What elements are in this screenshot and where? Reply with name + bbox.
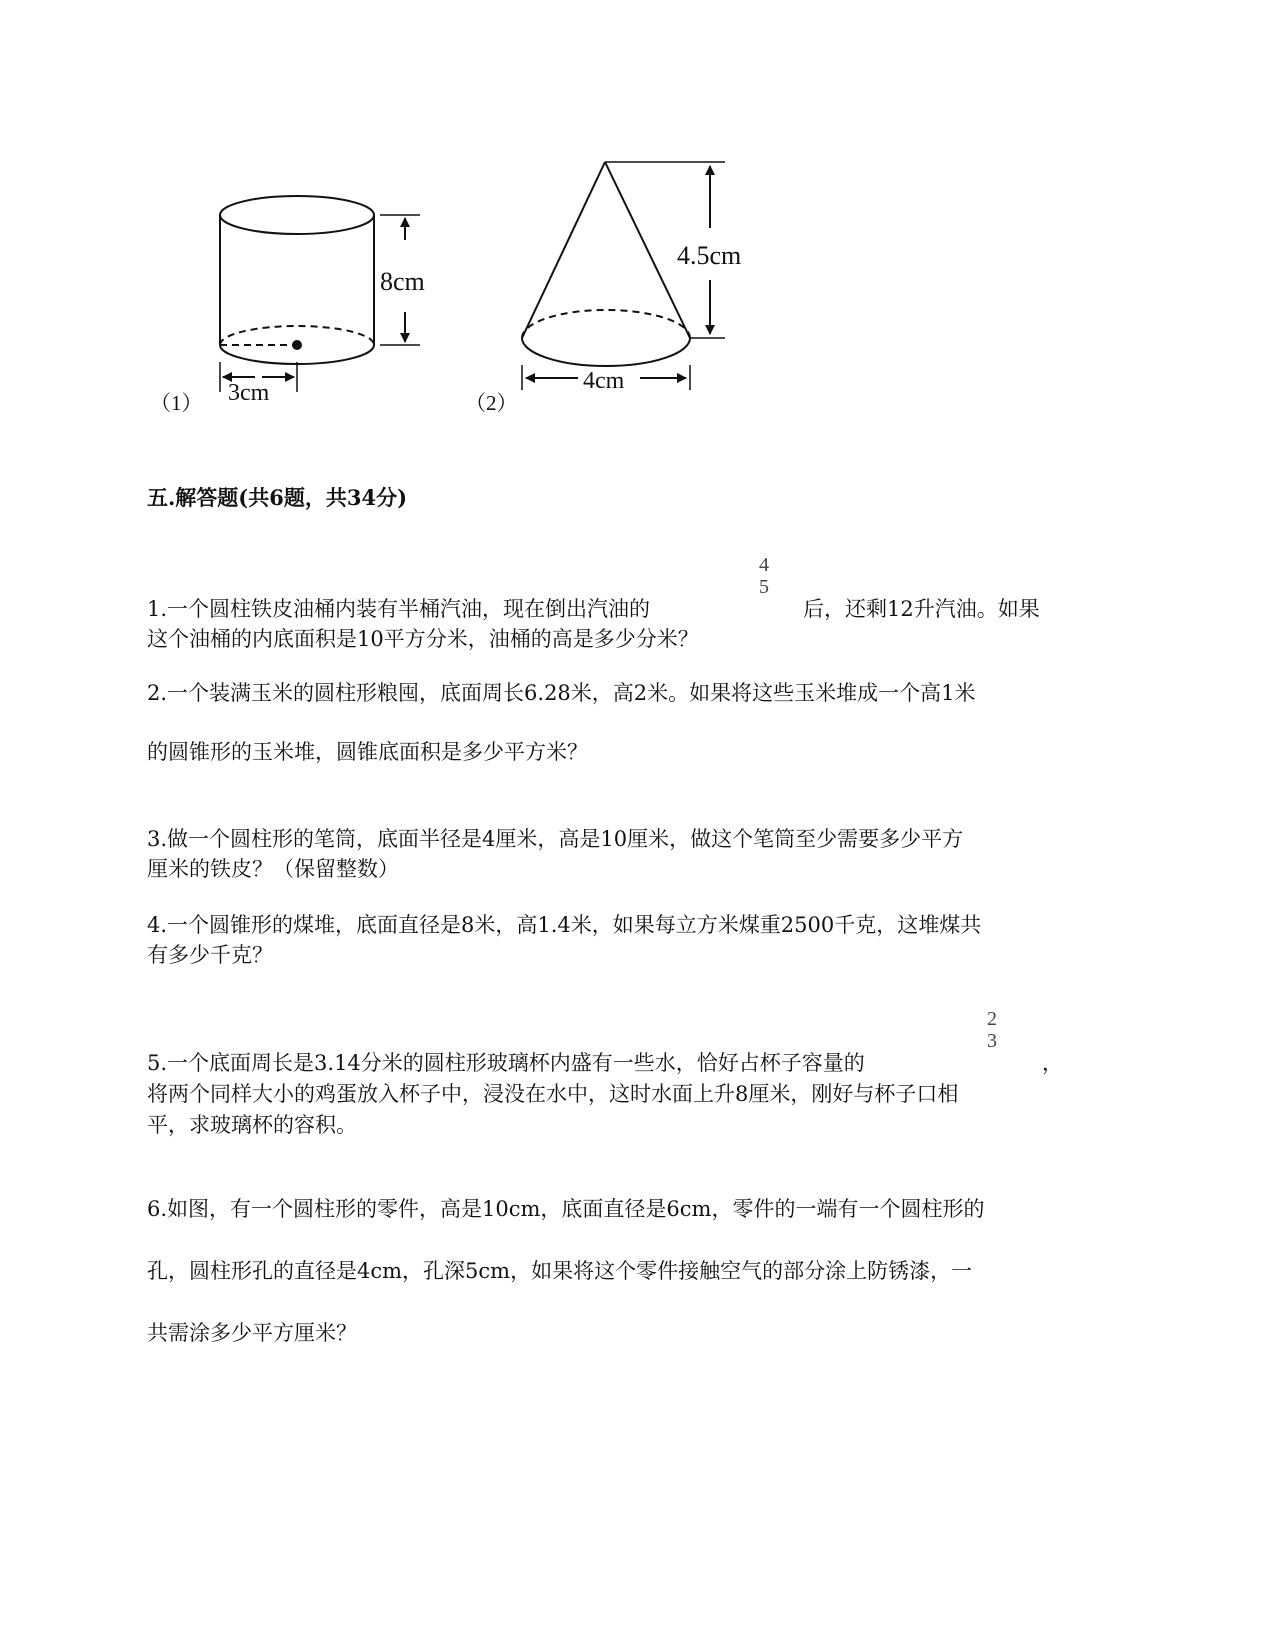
figure-1-label: （1） [150,391,203,415]
question-1-line-1a: 1.一个圆柱铁皮油桶内装有半桶汽油，现在倒出汽油的 [147,597,651,621]
fraction-2-3 [980,1008,1004,1052]
question-2-line-2: 的圆锥形的玉米堆，圆锥底面积是多少平方米？ [147,740,588,764]
question-6-line-2: 孔，圆柱形孔的直径是4cm，孔深5cm，如果将这个零件接触空气的部分涂上防锈漆，一 [147,1259,973,1283]
question-4-line-2: 有多少千克？ [147,943,273,967]
question-3-line-1: 3.做一个圆柱形的笔筒，底面半径是4厘米，高是10厘米，做这个笔筒至少需要多少平方 [147,827,964,851]
fraction-numerator: 2 [987,1008,997,1030]
cone-left-slant [522,162,605,338]
cone-height-label: 4.5cm [677,241,742,270]
question-5-line-3: 平，求玻璃杯的容积。 [147,1113,357,1137]
cone-base-back [522,310,690,338]
question-6-line-1: 6.如图，有一个圆柱形的零件，高是10cm，底面直径是6cm，零件的一端有一个圆柱形的 [147,1197,985,1221]
question-6-line-3: 共需涂多少平方厘米？ [147,1321,357,1345]
fraction-numerator: 4 [759,554,769,576]
question-5-line-1a: 5.一个底面周长是3.14分米的圆柱形玻璃杯内盛有一些水，恰好占杯子容量的 [147,1051,865,1075]
question-1-line-1b: 后，还剩12升汽油。如果 [803,597,1040,621]
section-title: 五.解答题(共6题，共34分) [147,485,408,510]
question-1-line-2: 这个油桶的内底面积是10平方分米，油桶的高是多少分米？ [147,627,699,651]
cylinder-top-ellipse [220,196,374,234]
question-5-line-2: 将两个同样大小的鸡蛋放入杯子中，浸没在水中，这时水面上升8厘米，刚好与杯子口相 [147,1082,959,1106]
question-2-line-1: 2.一个装满玉米的圆柱形粮囤，底面周长6.28米，高2米。如果将这些玉米堆成一个高1米 [147,681,976,705]
figure-2-label: （2） [465,391,518,415]
cylinder-radius-label: 3cm [228,380,270,406]
question-4-line-1: 4.一个圆锥形的煤堆，底面直径是8米，高1.4米，如果每立方米煤重2500千克，这堆煤共 [147,913,982,937]
question-3-line-2: 厘米的铁皮？（保留整数） [147,857,399,881]
cylinder-figure [150,196,425,415]
cone-base-front [522,338,690,366]
cylinder-height-label: 8cm [380,267,425,296]
fraction-4-5 [752,554,776,598]
geometry-figures [0,0,1275,440]
fraction-denominator: 5 [759,576,769,598]
cone-figure [465,162,741,415]
question-5-line-1b: ， [1042,1051,1063,1075]
cone-diameter-label: 4cm [583,368,625,394]
cylinder-center-dot [292,340,302,350]
fraction-denominator: 3 [987,1030,997,1052]
